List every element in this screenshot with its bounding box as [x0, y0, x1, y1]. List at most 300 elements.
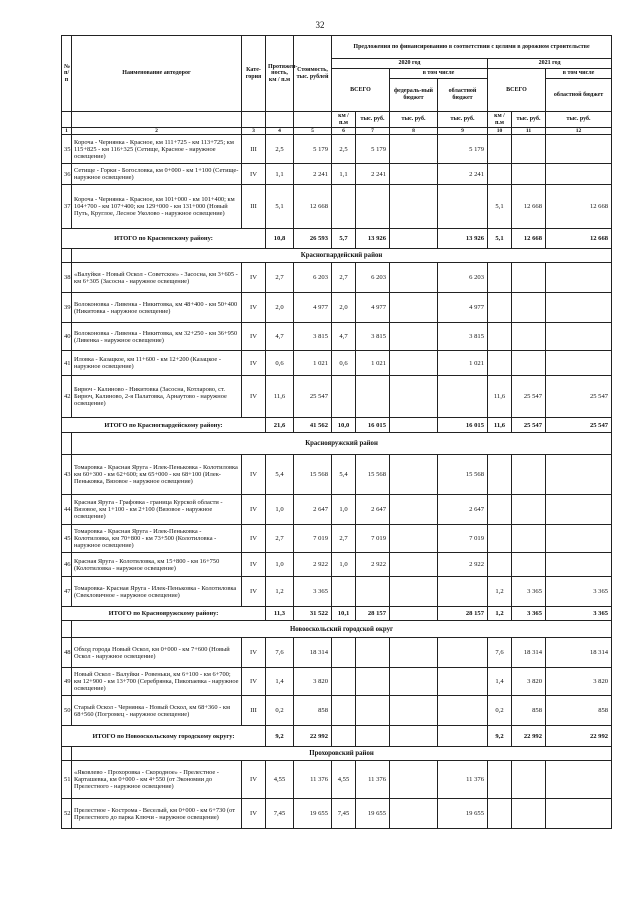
road-name: Бирюч - Калиново - Никитовка (Засосна, Котларово, ст. Бирюч, Калиново, 2-я Палатовка, Арнаутово - наружное освещение) — [72, 376, 242, 418]
total-cost: 31 522 — [294, 607, 332, 621]
district-header-row — [62, 621, 612, 638]
total-rub-2021: 3 365 — [512, 607, 546, 621]
regional-2021 — [546, 293, 612, 323]
road-cost: 18 314 — [294, 638, 332, 668]
row-number: 48 — [62, 638, 72, 668]
road-cost: 858 — [294, 696, 332, 726]
year-2021-header: 2021 год — [488, 59, 612, 69]
row-number: 35 — [62, 135, 72, 164]
rub-2021: 25 547 — [512, 376, 546, 418]
regional-2021: 3 365 — [546, 577, 612, 607]
total-km-2020: 5,7 — [332, 229, 356, 249]
rub-2021 — [512, 799, 546, 829]
unit-rub-2020-fed: тыс. руб. — [390, 112, 438, 128]
table-row — [62, 577, 612, 607]
row-number: 40 — [62, 323, 72, 351]
row-number: 46 — [62, 553, 72, 577]
road-category: IV — [242, 376, 266, 418]
rub-2021 — [512, 351, 546, 376]
road-cost: 6 203 — [294, 263, 332, 293]
km-2021: 5,1 — [488, 185, 512, 229]
km-2020: 1,0 — [332, 495, 356, 525]
federal-2020 — [390, 351, 438, 376]
road-category: IV — [242, 638, 266, 668]
road-length: 2,5 — [266, 135, 294, 164]
district-name: Красногвардейский район — [72, 249, 612, 263]
road-cost: 1 021 — [294, 351, 332, 376]
federal-2020 — [390, 553, 438, 577]
rub-2020 — [356, 376, 390, 418]
row-number: 51 — [62, 761, 72, 799]
incl-2020-header: в том числе — [390, 69, 488, 79]
km-2020: 7,45 — [332, 799, 356, 829]
road-category: III — [242, 185, 266, 229]
total-rub-2020: 28 157 — [356, 607, 390, 621]
unit-rub-2021: тыс. руб. — [512, 112, 546, 128]
regional-2021 — [546, 799, 612, 829]
road-length: 4,55 — [266, 761, 294, 799]
col-num-header: № п/п — [62, 36, 72, 112]
road-category: IV — [242, 323, 266, 351]
rub-2021 — [512, 323, 546, 351]
total-label: ИТОГО по Красненскому району: — [62, 229, 266, 249]
km-2020 — [332, 668, 356, 696]
road-name: Обход города Новый Оскол, км 0+000 - км 7+600 (Новый Оскол - наружное освещение) — [72, 638, 242, 668]
km-2020: 1,1 — [332, 164, 356, 185]
district-name: Краснояружский район — [72, 433, 612, 455]
km-2021 — [488, 135, 512, 164]
regional-2020: 6 203 — [438, 263, 488, 293]
row-number: 49 — [62, 668, 72, 696]
total-2020-header: ВСЕГО — [332, 69, 390, 112]
total-km-2021: 11,6 — [488, 418, 512, 433]
unit-rub-2020: тыс. руб. — [356, 112, 390, 128]
total-2021-header: ВСЕГО — [488, 69, 546, 112]
km-2020 — [332, 376, 356, 418]
table-row — [62, 185, 612, 229]
table-row — [62, 638, 612, 668]
road-name: Старый Оскол - Чернянка - Новый Оскол, км 68+360 - км 68+560 (Погромец - наружное освещение) — [72, 696, 242, 726]
total-length: 9,2 — [266, 726, 294, 747]
road-length: 2,0 — [266, 293, 294, 323]
federal-2020 — [390, 263, 438, 293]
table-row — [62, 263, 612, 293]
road-name: Красная Яруга - Графовка - граница Курской области - Вязовое, км 1+100 - км 2+100 (Вязовое - наружное освещение) — [72, 495, 242, 525]
road-name: Красная Яруга - Колотиловка, км 15+800 - км 16+750 (Колотиловка - наружное освещение) — [72, 553, 242, 577]
total-km-2020 — [332, 726, 356, 747]
road-name: Томаровка - Красная Яруга - Илек-Пеньковка - Колотиловка км 60+300 - км 62+600; км 65+000 - км 68+100 (Илек-Пеньковка, Вязовое - наружное освещение) — [72, 455, 242, 495]
road-cost: 7 019 — [294, 525, 332, 553]
rub-2021: 12 668 — [512, 185, 546, 229]
total-row — [62, 607, 612, 621]
rub-2020: 2 647 — [356, 495, 390, 525]
district-spacer — [62, 433, 72, 455]
rub-2021 — [512, 293, 546, 323]
total-regional-2021: 25 547 — [546, 418, 612, 433]
table-row — [62, 761, 612, 799]
table-row — [62, 351, 612, 376]
total-label: ИТОГО по Красногвардейскому району: — [62, 418, 266, 433]
rub-2021: 858 — [512, 696, 546, 726]
regional-2020 — [438, 577, 488, 607]
table-row — [62, 553, 612, 577]
row-number: 38 — [62, 263, 72, 293]
row-number: 50 — [62, 696, 72, 726]
regional-2020: 2 647 — [438, 495, 488, 525]
road-category: III — [242, 696, 266, 726]
district-header-row — [62, 249, 612, 263]
regional-2021 — [546, 525, 612, 553]
km-2021 — [488, 351, 512, 376]
regional-2021: 12 668 — [546, 185, 612, 229]
km-2021: 1,4 — [488, 668, 512, 696]
table-row — [62, 455, 612, 495]
total-length: 10,8 — [266, 229, 294, 249]
total-row — [62, 726, 612, 747]
km-2021 — [488, 455, 512, 495]
rub-2020 — [356, 696, 390, 726]
federal-2020 — [390, 668, 438, 696]
col-length-header: Протяжен-ность, км / п.м — [266, 36, 294, 112]
rub-2020: 11 376 — [356, 761, 390, 799]
federal-2020 — [390, 696, 438, 726]
table-row — [62, 696, 612, 726]
total-regional-2020: 28 157 — [438, 607, 488, 621]
total-federal-2020 — [390, 607, 438, 621]
federal-2020 — [390, 323, 438, 351]
rub-2021 — [512, 525, 546, 553]
regional-2020 — [438, 638, 488, 668]
road-cost: 3 815 — [294, 323, 332, 351]
page-number: 32 — [315, 20, 325, 30]
total-rub-2020 — [356, 726, 390, 747]
road-category: IV — [242, 577, 266, 607]
federal-2020 — [390, 525, 438, 553]
km-2021 — [488, 495, 512, 525]
rub-2021: 3 365 — [512, 577, 546, 607]
km-2020: 2,0 — [332, 293, 356, 323]
regional-2021 — [546, 761, 612, 799]
regional-2021: 3 820 — [546, 668, 612, 696]
km-2020 — [332, 185, 356, 229]
road-length: 0,6 — [266, 351, 294, 376]
km-2021 — [488, 553, 512, 577]
road-length: 4,7 — [266, 323, 294, 351]
district-spacer — [62, 249, 72, 263]
total-km-2021: 5,1 — [488, 229, 512, 249]
federal-2020 — [390, 455, 438, 495]
road-length: 5,1 — [266, 185, 294, 229]
row-number: 37 — [62, 185, 72, 229]
table-row — [62, 799, 612, 829]
rub-2021: 3 820 — [512, 668, 546, 696]
km-2020: 1,0 — [332, 553, 356, 577]
road-name: Томаровка - Красная Яруга - Илек-Пеньковка - Колотиловка, км 70+800 - км 73+500 (Колотиловка - наружное освещение) — [72, 525, 242, 553]
table-body — [62, 135, 612, 829]
col-name-header: Наименование автодорог — [72, 36, 242, 112]
regional-2021 — [546, 135, 612, 164]
unit-rub-2021-reg: тыс. руб. — [546, 112, 612, 128]
regional-2021 — [546, 351, 612, 376]
road-category: IV — [242, 455, 266, 495]
total-regional-2021: 22 992 — [546, 726, 612, 747]
road-name: Новый Оскол - Валуйки - Ровеньки, км 6+100 - км 6+700; км 12+900 - км 13+700 (Серебрянка, Пикопаевка - наружное освещение) — [72, 668, 242, 696]
total-regional-2021: 12 668 — [546, 229, 612, 249]
km-2020: 2,5 — [332, 135, 356, 164]
km-2020: 2,7 — [332, 263, 356, 293]
regional-2020: 19 655 — [438, 799, 488, 829]
road-category: IV — [242, 293, 266, 323]
federal-2020 — [390, 799, 438, 829]
road-length: 2,7 — [266, 525, 294, 553]
road-category: IV — [242, 761, 266, 799]
total-cost: 22 992 — [294, 726, 332, 747]
regional-2020: 2 241 — [438, 164, 488, 185]
table-row — [62, 323, 612, 351]
district-name: Прохоровский район — [72, 747, 612, 761]
district-header-row — [62, 747, 612, 761]
road-length: 1,0 — [266, 553, 294, 577]
km-2020: 5,4 — [332, 455, 356, 495]
regional-2021: 18 314 — [546, 638, 612, 668]
regional-2021: 858 — [546, 696, 612, 726]
federal-2020 — [390, 638, 438, 668]
rub-2020: 19 655 — [356, 799, 390, 829]
regional-2021 — [546, 164, 612, 185]
total-federal-2020 — [390, 229, 438, 249]
road-name: Волоконовка - Ливенка - Никитовка, км 32+250 - км 36+950 (Ливенка - наружное освещение) — [72, 323, 242, 351]
road-category: IV — [242, 164, 266, 185]
road-name: Прелестное - Кострома - Веселый, км 0+000 - км 6+730 (от Прелестного до парка Ключи - наружное освещение) — [72, 799, 242, 829]
total-rub-2021: 25 547 — [512, 418, 546, 433]
road-name: «Валуйки - Новый Оскол - Советское» - Засосна, км 3+605 - км 6+305 (Засосна - наружное освещение) — [72, 263, 242, 293]
federal-2020 — [390, 185, 438, 229]
km-2021 — [488, 263, 512, 293]
rub-2020: 1 021 — [356, 351, 390, 376]
km-2020: 2,7 — [332, 525, 356, 553]
km-2021: 7,6 — [488, 638, 512, 668]
road-length: 1,2 — [266, 577, 294, 607]
rub-2020: 6 203 — [356, 263, 390, 293]
total-federal-2020 — [390, 726, 438, 747]
unit-rub-2020-reg: тыс. руб. — [438, 112, 488, 128]
district-header-row — [62, 433, 612, 455]
road-cost: 4 977 — [294, 293, 332, 323]
road-length: 1,1 — [266, 164, 294, 185]
regional-2020 — [438, 696, 488, 726]
total-rub-2021: 12 668 — [512, 229, 546, 249]
regional-2020: 4 977 — [438, 293, 488, 323]
total-row — [62, 418, 612, 433]
federal-2020 — [390, 761, 438, 799]
proposals-header: Предложения по финансированию в соответствии с целями в дорожном строительстве — [332, 36, 612, 59]
km-2020: 4,55 — [332, 761, 356, 799]
federal-2020 — [390, 577, 438, 607]
row-number: 52 — [62, 799, 72, 829]
km-2021 — [488, 293, 512, 323]
km-2020 — [332, 696, 356, 726]
table-row — [62, 135, 612, 164]
road-cost: 19 655 — [294, 799, 332, 829]
km-2020 — [332, 577, 356, 607]
district-spacer — [62, 621, 72, 638]
total-label: ИТОГО по Новооскольскому городскому округу: — [62, 726, 266, 747]
rub-2020: 15 568 — [356, 455, 390, 495]
road-length: 1,0 — [266, 495, 294, 525]
km-2021: 11,6 — [488, 376, 512, 418]
road-cost: 2 922 — [294, 553, 332, 577]
rub-2021 — [512, 455, 546, 495]
total-cost: 41 562 — [294, 418, 332, 433]
table-row — [62, 525, 612, 553]
road-category: III — [242, 135, 266, 164]
rub-2021 — [512, 761, 546, 799]
table-row — [62, 376, 612, 418]
rub-2020 — [356, 668, 390, 696]
regional-2021 — [546, 263, 612, 293]
district-name: Новооскольский городской округ — [72, 621, 612, 638]
total-rub-2020: 13 926 — [356, 229, 390, 249]
federal-2020 — [390, 135, 438, 164]
regional-2020: 7 019 — [438, 525, 488, 553]
road-cost: 12 668 — [294, 185, 332, 229]
road-name: Короча - Чернянка - Красное, км 111+725 - км 113+725; км 115+825 - км 116+325 (Сетище, Красное - наружное освещение) — [72, 135, 242, 164]
row-number: 42 — [62, 376, 72, 418]
rub-2021 — [512, 495, 546, 525]
table-row — [62, 293, 612, 323]
rub-2021 — [512, 553, 546, 577]
regional-2021: 25 547 — [546, 376, 612, 418]
row-number: 45 — [62, 525, 72, 553]
federal-2020 — [390, 376, 438, 418]
road-cost: 3 820 — [294, 668, 332, 696]
regional-2020 — [438, 185, 488, 229]
total-rub-2021: 22 992 — [512, 726, 546, 747]
km-2021: 1,2 — [488, 577, 512, 607]
rub-2021 — [512, 164, 546, 185]
road-category: IV — [242, 263, 266, 293]
regional-2021 — [546, 553, 612, 577]
rub-2020: 2 922 — [356, 553, 390, 577]
km-2021 — [488, 525, 512, 553]
total-regional-2020 — [438, 726, 488, 747]
federal-2020 — [390, 293, 438, 323]
km-2021 — [488, 164, 512, 185]
km-2021 — [488, 761, 512, 799]
rub-2020: 4 977 — [356, 293, 390, 323]
rub-2020 — [356, 638, 390, 668]
total-km-2021: 1,2 — [488, 607, 512, 621]
column-numbers-row: 1 2 3 4 5 6 7 8 9 10 11 12 — [62, 128, 612, 135]
row-number: 44 — [62, 495, 72, 525]
road-name: Волоконовка - Ливенка - Никитовка, км 48+400 - км 50+400 (Никитовка - наружное освещение) — [72, 293, 242, 323]
regional-2020 — [438, 376, 488, 418]
total-federal-2020 — [390, 418, 438, 433]
total-length: 21,6 — [266, 418, 294, 433]
regional-2021-header: областной бюджет — [546, 79, 612, 112]
regional-2020-header: областной бюджет — [438, 79, 488, 112]
road-name: Сетище - Горки - Богословка, км 0+000 - км 1+100 (Сетище-наружное освещение) — [72, 164, 242, 185]
regional-2021 — [546, 495, 612, 525]
federal-2020 — [390, 495, 438, 525]
row-number: 36 — [62, 164, 72, 185]
total-km-2021: 9,2 — [488, 726, 512, 747]
rub-2020: 3 815 — [356, 323, 390, 351]
road-length: 2,7 — [266, 263, 294, 293]
col-category-header: Кате-гория — [242, 36, 266, 112]
year-2020-header: 2020 год — [332, 59, 488, 69]
district-spacer — [62, 747, 72, 761]
table-row — [62, 495, 612, 525]
total-km-2020: 10,0 — [332, 418, 356, 433]
road-length: 1,4 — [266, 668, 294, 696]
km-2021 — [488, 799, 512, 829]
unit-km-2021: км / п.м — [488, 112, 512, 128]
regional-2020 — [438, 668, 488, 696]
road-length: 7,45 — [266, 799, 294, 829]
total-cost: 26 593 — [294, 229, 332, 249]
rub-2020: 7 019 — [356, 525, 390, 553]
total-regional-2020: 16 015 — [438, 418, 488, 433]
road-cost: 15 568 — [294, 455, 332, 495]
total-length: 11,3 — [266, 607, 294, 621]
rub-2020: 2 241 — [356, 164, 390, 185]
incl-2021-header: в том числе — [546, 69, 612, 79]
road-category: IV — [242, 351, 266, 376]
road-category: IV — [242, 668, 266, 696]
road-name: Короча - Чернянка - Красное, км 101+000 - км 101+400; км 104+700 - км 107+400; км 129+000 - км 131+000 (Новый Путь, Круглое, Лесное Уколово - наружное освещение) — [72, 185, 242, 229]
unit-km-2020: км / п.м — [332, 112, 356, 128]
total-rub-2020: 16 015 — [356, 418, 390, 433]
rub-2021: 18 314 — [512, 638, 546, 668]
total-label: ИТОГО по Краснояружскому району: — [62, 607, 266, 621]
total-regional-2021: 3 365 — [546, 607, 612, 621]
rub-2020 — [356, 577, 390, 607]
km-2021 — [488, 323, 512, 351]
road-cost: 25 547 — [294, 376, 332, 418]
road-length: 0,2 — [266, 696, 294, 726]
road-name: Томаровка- Красная Яруга - Илек-Пеньковка - Колотиловка (Свекловичное - наружное освещение) — [72, 577, 242, 607]
road-category: IV — [242, 495, 266, 525]
road-category: IV — [242, 799, 266, 829]
road-length: 5,4 — [266, 455, 294, 495]
road-cost: 2 241 — [294, 164, 332, 185]
road-category: IV — [242, 525, 266, 553]
road-name: Иловка - Казацкое, км 11+600 - км 12+200 (Казацкое - наружное освещение) — [72, 351, 242, 376]
total-km-2020: 10,1 — [332, 607, 356, 621]
km-2020 — [332, 638, 356, 668]
regional-2020: 2 922 — [438, 553, 488, 577]
row-number: 41 — [62, 351, 72, 376]
federal-2020 — [390, 164, 438, 185]
road-financing-table — [61, 35, 612, 829]
table-row — [62, 668, 612, 696]
km-2020: 4,7 — [332, 323, 356, 351]
row-number: 47 — [62, 577, 72, 607]
row-number: 39 — [62, 293, 72, 323]
regional-2020: 11 376 — [438, 761, 488, 799]
regional-2020: 3 815 — [438, 323, 488, 351]
road-cost: 11 376 — [294, 761, 332, 799]
col-cost-header: Стоимость, тыс. рублей — [294, 36, 332, 112]
km-2020: 0,6 — [332, 351, 356, 376]
km-2021: 0,2 — [488, 696, 512, 726]
road-cost: 5 179 — [294, 135, 332, 164]
total-regional-2020: 13 926 — [438, 229, 488, 249]
road-category: IV — [242, 553, 266, 577]
rub-2021 — [512, 263, 546, 293]
table-row — [62, 164, 612, 185]
